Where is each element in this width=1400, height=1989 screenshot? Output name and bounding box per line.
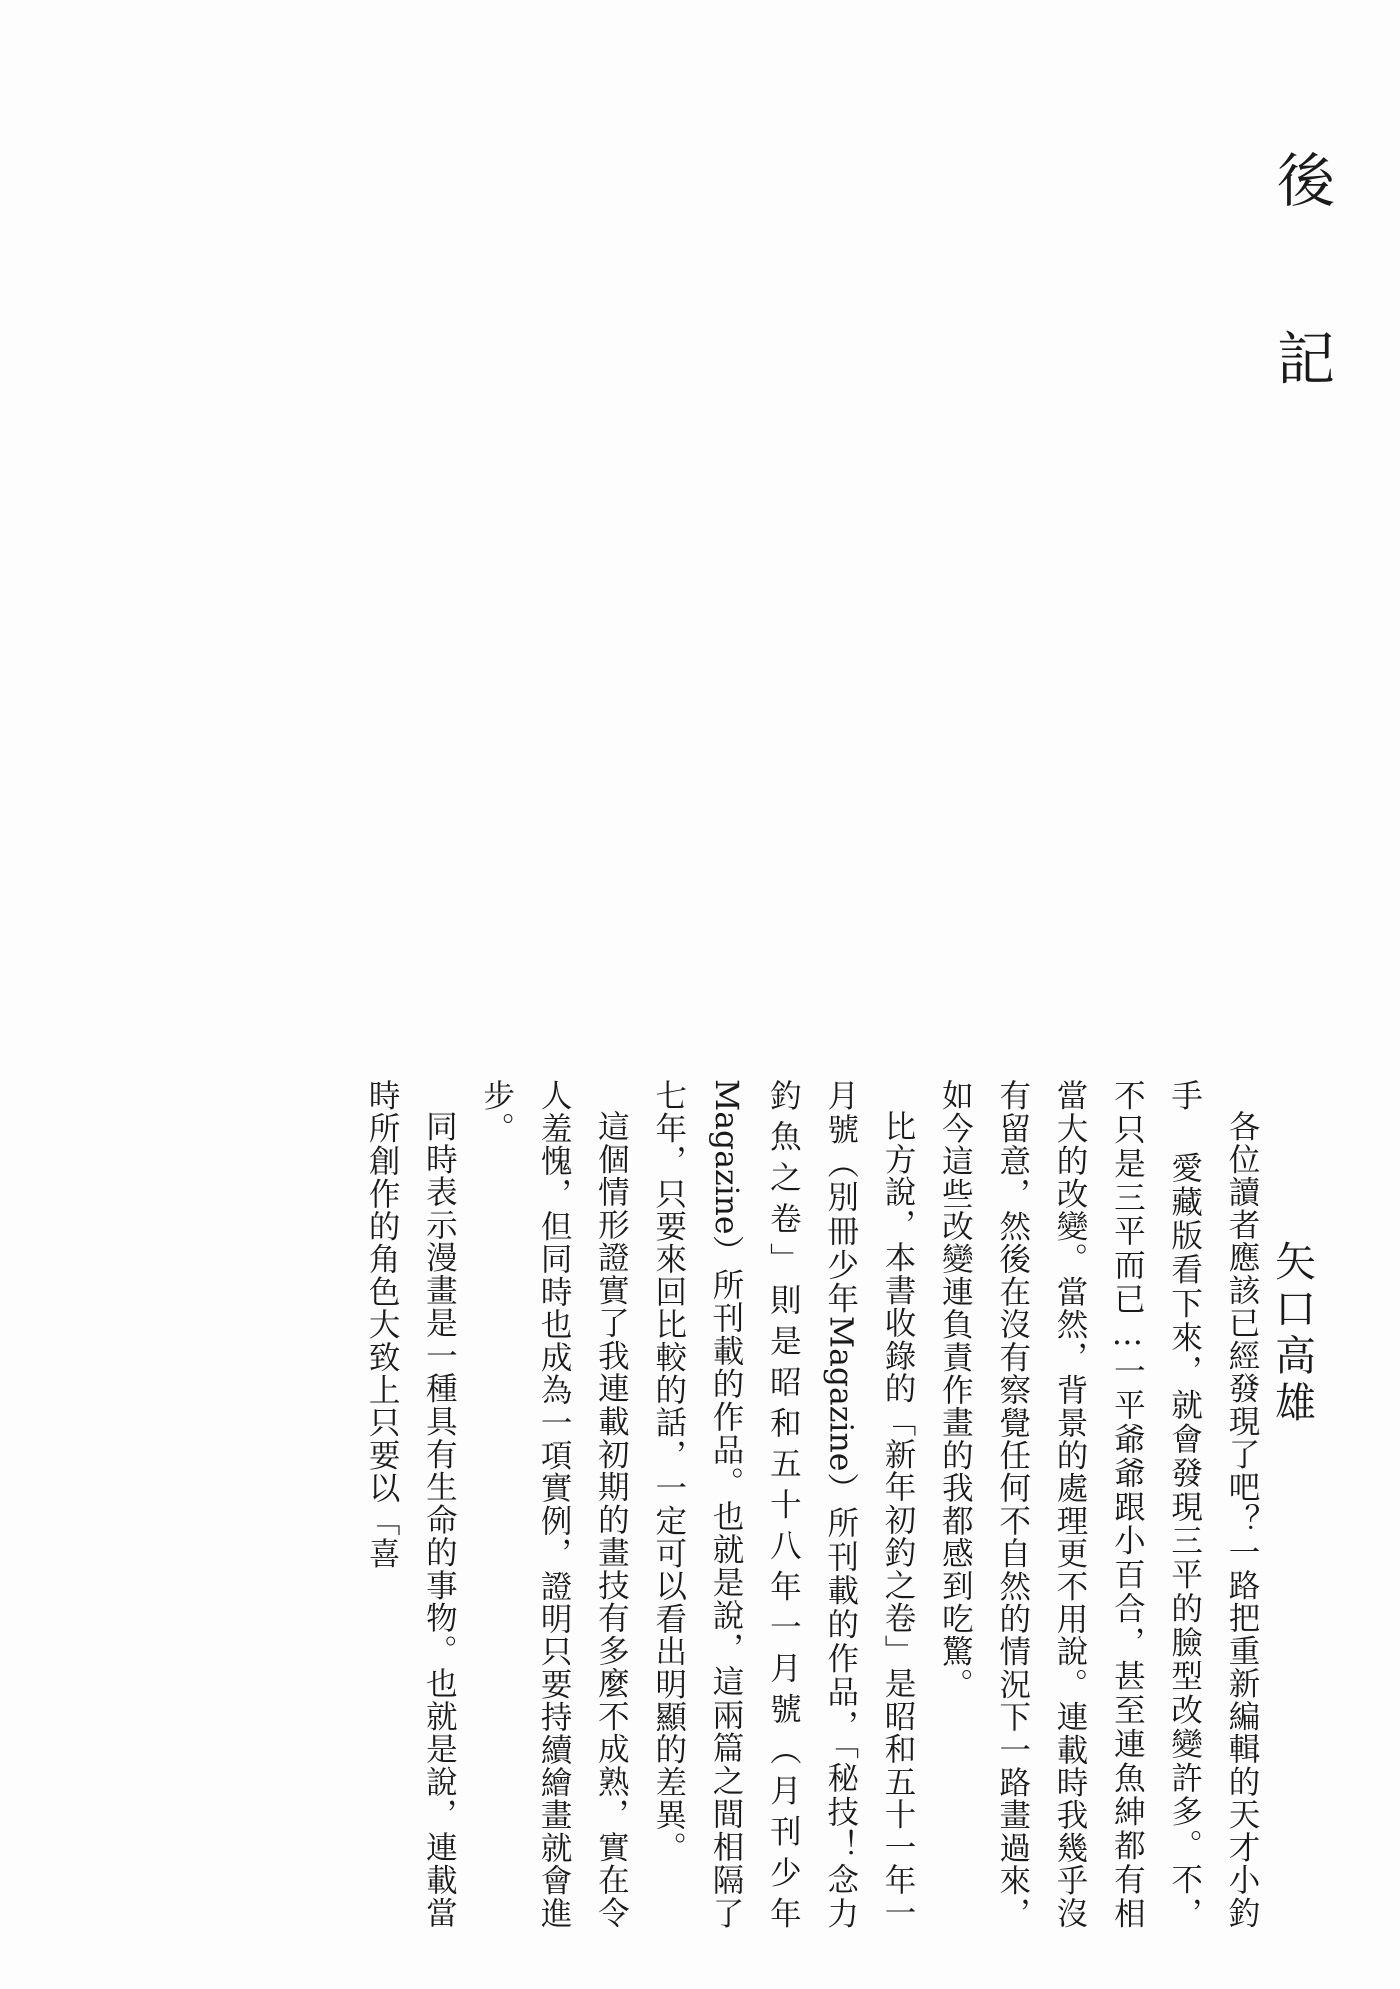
afterword-content [70,60,1335,1929]
afterword-body [353,1079,1270,1929]
paragraph: 這個情形證實了我連載初期的畫技有多麼不成熟，實在令人羞愧，但同時也成為一項實例，證明只要持續繪畫就會進步。 [478,1078,630,1929]
paragraph: 各位讀者應該已經發現了吧？一路把重新編輯的天才小釣手 愛藏版看下來，就會發現三平的臉型改變許多。不，不只是三平而已…一平爺爺跟小百合，甚至連魚紳都有相當大的改變。當然，背景的處理更不用說。連載時我幾乎沒有留意，然後在沒有察覺任何不自然的情況下一路畫過來，如今這些改變連負責作畫的我都感到吃驚。 [937,1078,1260,1929]
page-title: 後 記 [1267,150,1335,412]
paragraph: 同時表示漫畫是一種具有生命的事物。也就是說，連載當時所創作的角色大致上只要以「喜 [364,1078,458,1929]
latin-run: Magazine [708,1078,745,1235]
latin-run: Magazine [822,1315,859,1472]
author-name: 矢口高雄 [1268,1240,1316,1428]
title-block [1232,60,1335,1428]
paragraph: 比方說，本書收錄的「新年初釣之卷」是昭和五十一年一月號（別冊少年Magazine）所刊載的作品，「秘技！念力釣魚之卷」則是昭和五十八年一月號（月刊少年Magazine）所刊載的作品。也就是說，這兩篇之間相隔了七年，只要來回比較的話，一定可以看出明顯的差異。 [650,1078,917,1929]
